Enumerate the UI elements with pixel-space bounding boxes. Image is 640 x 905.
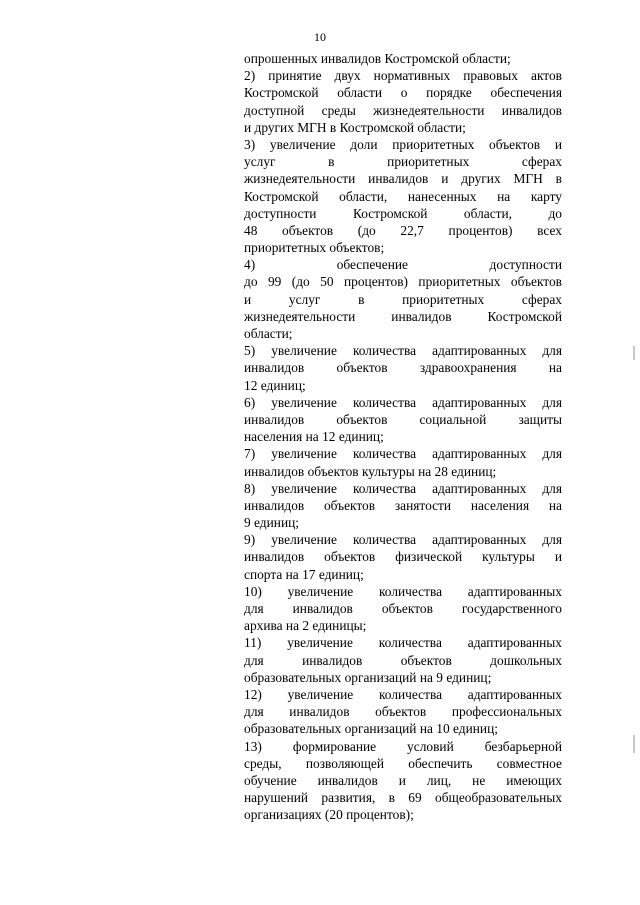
- text-line: инвалидов объектов занятости населения на: [244, 497, 562, 513]
- text-line: 5) увеличение количества адаптированных для: [244, 343, 562, 359]
- text-line: 13) формирование условий безбарьерной: [244, 738, 562, 754]
- text-line: 7) увеличение количества адаптированных для: [244, 446, 562, 462]
- text-line: 11) увеличение количества адаптированных: [244, 635, 562, 651]
- text-line: 8) увеличение количества адаптированных для: [244, 480, 562, 496]
- text-line: до 99 (до 50 процентов) приоритетных объектов: [244, 274, 562, 290]
- text-line: Костромской области о порядке обеспечения: [244, 85, 562, 101]
- text-line: инвалидов объектов здравоохранения на: [244, 360, 562, 376]
- scan-mark: [633, 735, 635, 753]
- text-line: 10) увеличение количества адаптированных: [244, 583, 562, 599]
- text-line: услуг в приоритетных сферах: [244, 154, 562, 170]
- text-line: 4) обеспечение доступности: [244, 257, 562, 273]
- text-line: 6) увеличение количества адаптированных для: [244, 394, 562, 410]
- text-line: архива на 2 единицы;: [244, 618, 367, 634]
- text-line: жизнедеятельности инвалидов Костромской: [244, 308, 562, 324]
- text-line: 3) увеличение доли приоритетных объектов и: [244, 136, 562, 152]
- document-body: [244, 50, 562, 823]
- scan-mark: [633, 346, 635, 360]
- text-line: спорта на 17 единиц;: [244, 566, 364, 582]
- text-line: области;: [244, 326, 293, 341]
- text-line: доступной среды жизнедеятельности инвалидов: [244, 102, 562, 118]
- text-line: 9) увеличение количества адаптированных для: [244, 532, 562, 548]
- text-line: приоритетных объектов;: [244, 240, 385, 256]
- text-line: доступности Костромской области, до: [244, 205, 562, 221]
- text-line: образовательных организаций на 9 единиц;: [244, 669, 492, 685]
- text-line: и услуг в приоритетных сферах: [244, 291, 562, 307]
- text-line: для инвалидов объектов дошкольных: [244, 652, 562, 668]
- text-line: 48 объектов (до 22,7 процентов) всех: [244, 222, 562, 238]
- text-line: 12) увеличение количества адаптированных: [244, 686, 562, 702]
- text-line: 2) принятие двух нормативных правовых актов: [244, 68, 562, 84]
- text-line: опрошенных инвалидов Костромской области;: [244, 51, 511, 66]
- text-line: для инвалидов объектов профессиональных: [244, 704, 562, 720]
- text-line: обучение инвалидов и лиц, не имеющих: [244, 772, 562, 788]
- page-number: 10: [314, 30, 326, 44]
- text-line: жизнедеятельности инвалидов и других МГН в: [244, 171, 562, 187]
- text-line: 12 единиц;: [244, 377, 306, 393]
- text-line: образовательных организаций на 10 единиц;: [244, 721, 498, 737]
- text-line: инвалидов объектов культуры на 28 единиц;: [244, 463, 497, 479]
- text-line: населения на 12 единиц;: [244, 429, 384, 445]
- text-line: инвалидов объектов физической культуры и: [244, 549, 562, 565]
- text-line: для инвалидов объектов государственного: [244, 601, 562, 616]
- text-line: инвалидов объектов социальной защиты: [244, 411, 562, 427]
- text-line: и других МГН в Костромской области;: [244, 119, 466, 135]
- text-line: среды, позволяющей обеспечить совместное: [244, 755, 562, 771]
- text-line: 9 единиц;: [244, 515, 300, 531]
- text-line: организациях (20 процентов);: [244, 807, 414, 823]
- text-line: Костромской области, нанесенных на карту: [244, 188, 562, 204]
- text-line: нарушений развития, в 69 общеобразовательных: [244, 790, 562, 806]
